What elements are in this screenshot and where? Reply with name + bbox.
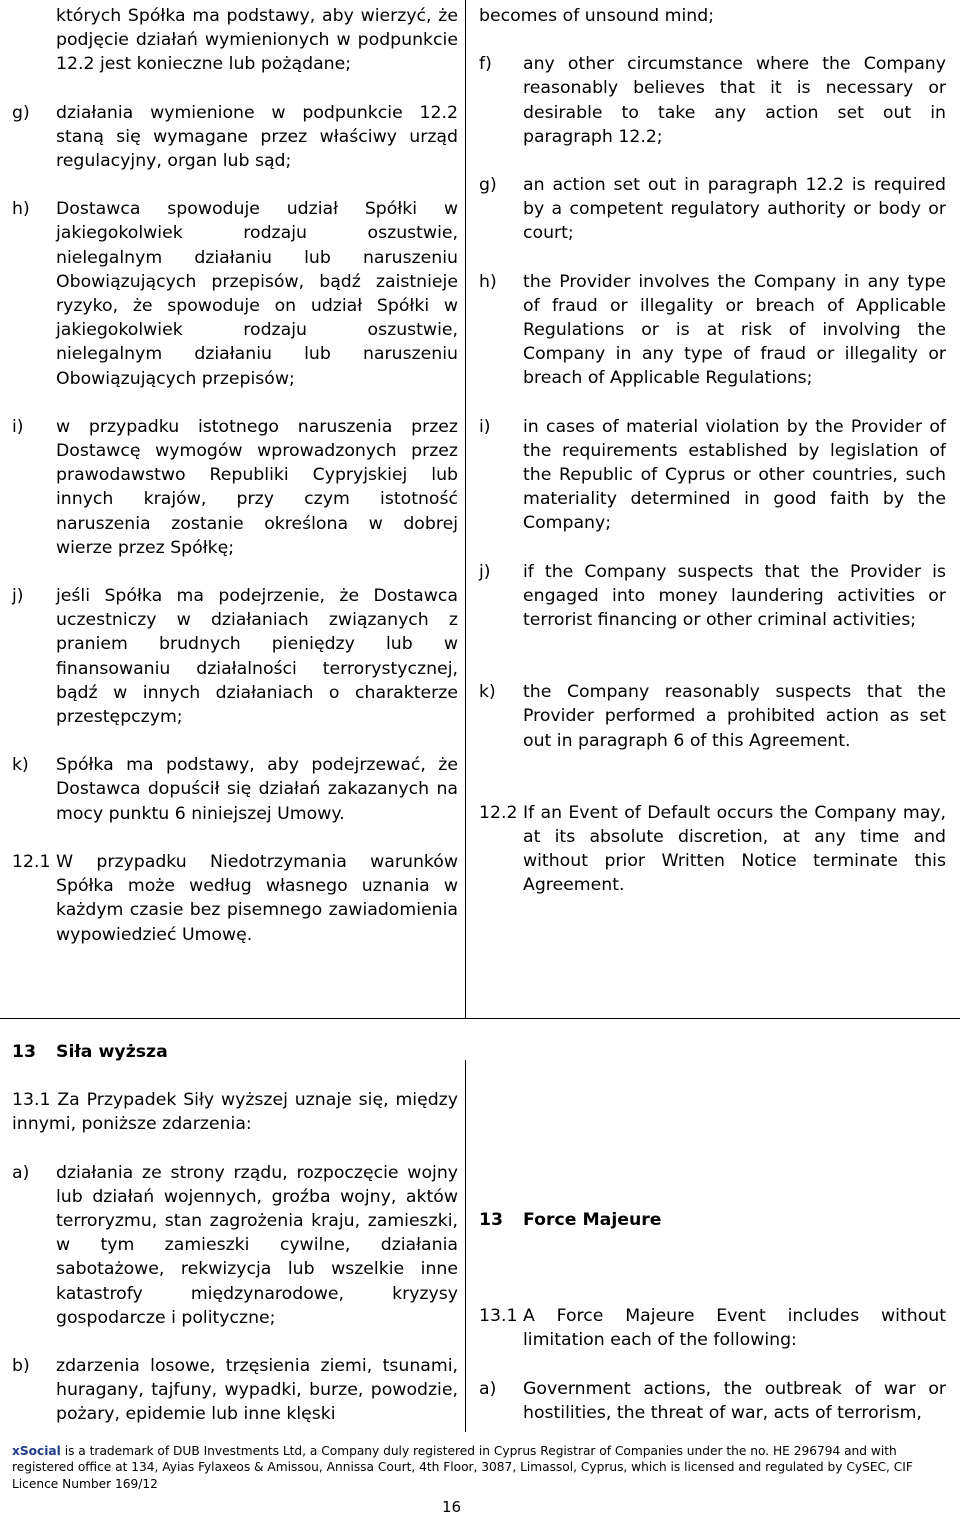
- clause-marker: a): [479, 1378, 497, 1399]
- clause-text: the Company reasonably suspects that the Provider performed a prohibited action as set out in paragraph 6 of this Agreement.: [523, 682, 946, 751]
- clause-text: becomes of unsound mind;: [479, 6, 715, 26]
- clause-e-continuation: [479, 4, 946, 28]
- right-column-english: [466, 0, 960, 1018]
- clause-text: w przypadku istotnego naruszenia przez Dostawcę wymogów wprowadzonych przez prawodawstwo Republiki Cypryjskiej lub innych krajów, przy czym istotność naruszenia zostanie określona w dobrej wierze przez Spółkę;: [56, 416, 458, 558]
- clause-j: [479, 560, 946, 633]
- footer-line-1: [12, 1443, 952, 1459]
- clause-h: [12, 197, 458, 391]
- section-heading: [479, 1208, 946, 1232]
- clause-h: [479, 270, 946, 391]
- clause-marker: i): [479, 416, 491, 437]
- clause-marker: a): [12, 1162, 30, 1183]
- clause-k: [12, 753, 458, 826]
- section-title: Force Majeure: [523, 1210, 662, 1230]
- clause-i: [12, 415, 458, 560]
- clause-text: jeśli Spółka ma podejrzenie, że Dostawca uczestniczy w działaniach związanych z praniem brudnych pieniędzy lub w finansowaniu działalności terrorystycznej, bądź w innych działaniach o charakterze przestępczym;: [56, 586, 458, 728]
- footer-line-3: Licence Number 169/12: [12, 1476, 158, 1491]
- clause-marker: j): [12, 586, 24, 607]
- clause-j: [12, 584, 458, 729]
- clause-b: [12, 1354, 458, 1427]
- clause-k: [479, 680, 946, 753]
- clause-text: zdarzenia losowe, trzęsienia ziemi, tsunami, huragany, tajfuny, wypadki, burze, powodzie, pożary, epidemie lub inne klęski: [56, 1356, 458, 1425]
- clause-text: any other circumstance where the Company reasonably believes that it is necessary or desirable to take any action set out in paragraph 12.2;: [523, 54, 946, 147]
- clause-text: działania wymienione w podpunkcie 12.2 staną się wymagane przez właściwy urząd regulacyjny, organ lub sąd;: [56, 102, 458, 172]
- clause-13-1: 13.1 Za Przypadek Siły wyższej uznaje się, między innymi, poniższe zdarzenia:: [12, 1090, 458, 1135]
- left-column-polish: [0, 0, 466, 1018]
- clause-marker: 12.1: [12, 851, 51, 872]
- clause-text: an action set out in paragraph 12.2 is required by a competent regulatory authority or body or court;: [523, 175, 946, 244]
- clause-f: [479, 52, 946, 149]
- clause-12-1: [12, 850, 458, 947]
- section-number: 13: [12, 1042, 37, 1062]
- clause-marker: i): [12, 416, 24, 437]
- brand-name: xSocial: [12, 1444, 61, 1458]
- clause-marker: j): [479, 561, 491, 582]
- clause-text: Dostawca spowoduje udział Spółki w jakiegokolwiek rodzaju oszustwie, nielegalnym działaniu lub naruszeniu Obowiązujących przepisów, bądź zaistnieje ryzyko, że spowoduje on udział Spółki w jakiegokolwiek rodzaju oszustwie, nielegalnym działaniu lub naruszeniu Obowiązujących przepisów;: [56, 199, 458, 389]
- clause-marker: h): [479, 271, 497, 292]
- clause-text: Spółka ma podstawy, aby podejrzewać, że Dostawca dopuścił się działań zakazanych na mocy punktu 6 niniejszej Umowy.: [56, 755, 458, 824]
- clause-text: działania ze strony rządu, rozpoczęcie wojny lub działań wojennych, groźba wojny, aktów terroryzmu, stan zagrożenia kraju, zamieszki, w tym zamieszki cywilne, działania sabotażowe, rekwizycja lub wszelkie inne katastrofy międzynarodowe, kryzysy gospodarcze i polityczne;: [56, 1162, 458, 1328]
- right-section-13: [466, 1018, 960, 1432]
- clause-text: in cases of material violation by the Provider of the requirements established by legislation of the Republic of Cyprus or other countries, such materiality determined in good faith by the Company;: [523, 416, 946, 534]
- section-number: 13: [479, 1210, 504, 1230]
- section-heading: [12, 1040, 458, 1064]
- clause-marker: f): [479, 54, 492, 75]
- clause-marker: 12.2: [479, 802, 518, 823]
- clause-13-1: [479, 1304, 946, 1352]
- clause-text: których Spółka ma podstawy, aby wierzyć, że podjęcie działań wymienionych w podpunkcie 12.2 jest konieczne lub pożądane;: [56, 6, 458, 75]
- clause-marker: k): [479, 682, 496, 703]
- clause-g: [479, 173, 946, 246]
- page-footer: [12, 1443, 952, 1492]
- clause-i: [479, 415, 946, 536]
- clause-marker: g): [12, 102, 30, 123]
- clause-marker: b): [12, 1356, 30, 1377]
- clause-marker: 13.1: [479, 1306, 518, 1327]
- page-number: 16: [442, 1498, 462, 1516]
- clause-text: Government actions, the outbreak of war or hostilities, the threat of war, acts of terrorism,: [523, 1378, 946, 1423]
- clause-marker: k): [12, 755, 29, 776]
- clause-12-2: [479, 801, 946, 898]
- clause-a: [12, 1161, 458, 1330]
- clause-text: the Provider involves the Company in any type of fraud or illegality or breach of Applicable Regulations or is at risk of involving the Company in any type of fraud or illegality or breach of Applicable Regulations;: [523, 271, 946, 389]
- section-title: Siła wyższa: [56, 1042, 168, 1062]
- clause-text: if the Company suspects that the Provider is engaged into money laundering activities or terrorist financing or other criminal activities;: [523, 561, 946, 631]
- clause-marker: g): [479, 175, 497, 196]
- footer-text: is a trademark of DUB Investments Ltd, a Company duly registered in Cyprus Registrar of Companies under the no. HE 296794 and with: [60, 1444, 897, 1458]
- clause-text: W przypadku Niedotrzymania warunków Spółka może według własnego uznania w każdym czasie bez pisemnego zawiadomienia wypowiedzieć Umowę.: [56, 851, 458, 945]
- clause-text: A Force Majeure Event includes without limitation each of the following:: [523, 1306, 946, 1351]
- clause-text: If an Event of Default occurs the Company may, at its absolute discretion, at any time and without prior Written Notice terminate this Agreement.: [523, 802, 946, 896]
- left-section-13: [0, 1018, 466, 1432]
- clause-g: [12, 101, 458, 174]
- clause-marker: h): [12, 199, 30, 220]
- footer-line-2: registered office at 134, Ayias Fylaxeos & Amissou, Annissa Court, 4th Floor, 3087, Limassol, Cyprus, which is licensed and regulated by CySEC, CIF: [12, 1460, 913, 1475]
- clause-f-continuation: [12, 4, 458, 77]
- clause-a: [479, 1377, 946, 1425]
